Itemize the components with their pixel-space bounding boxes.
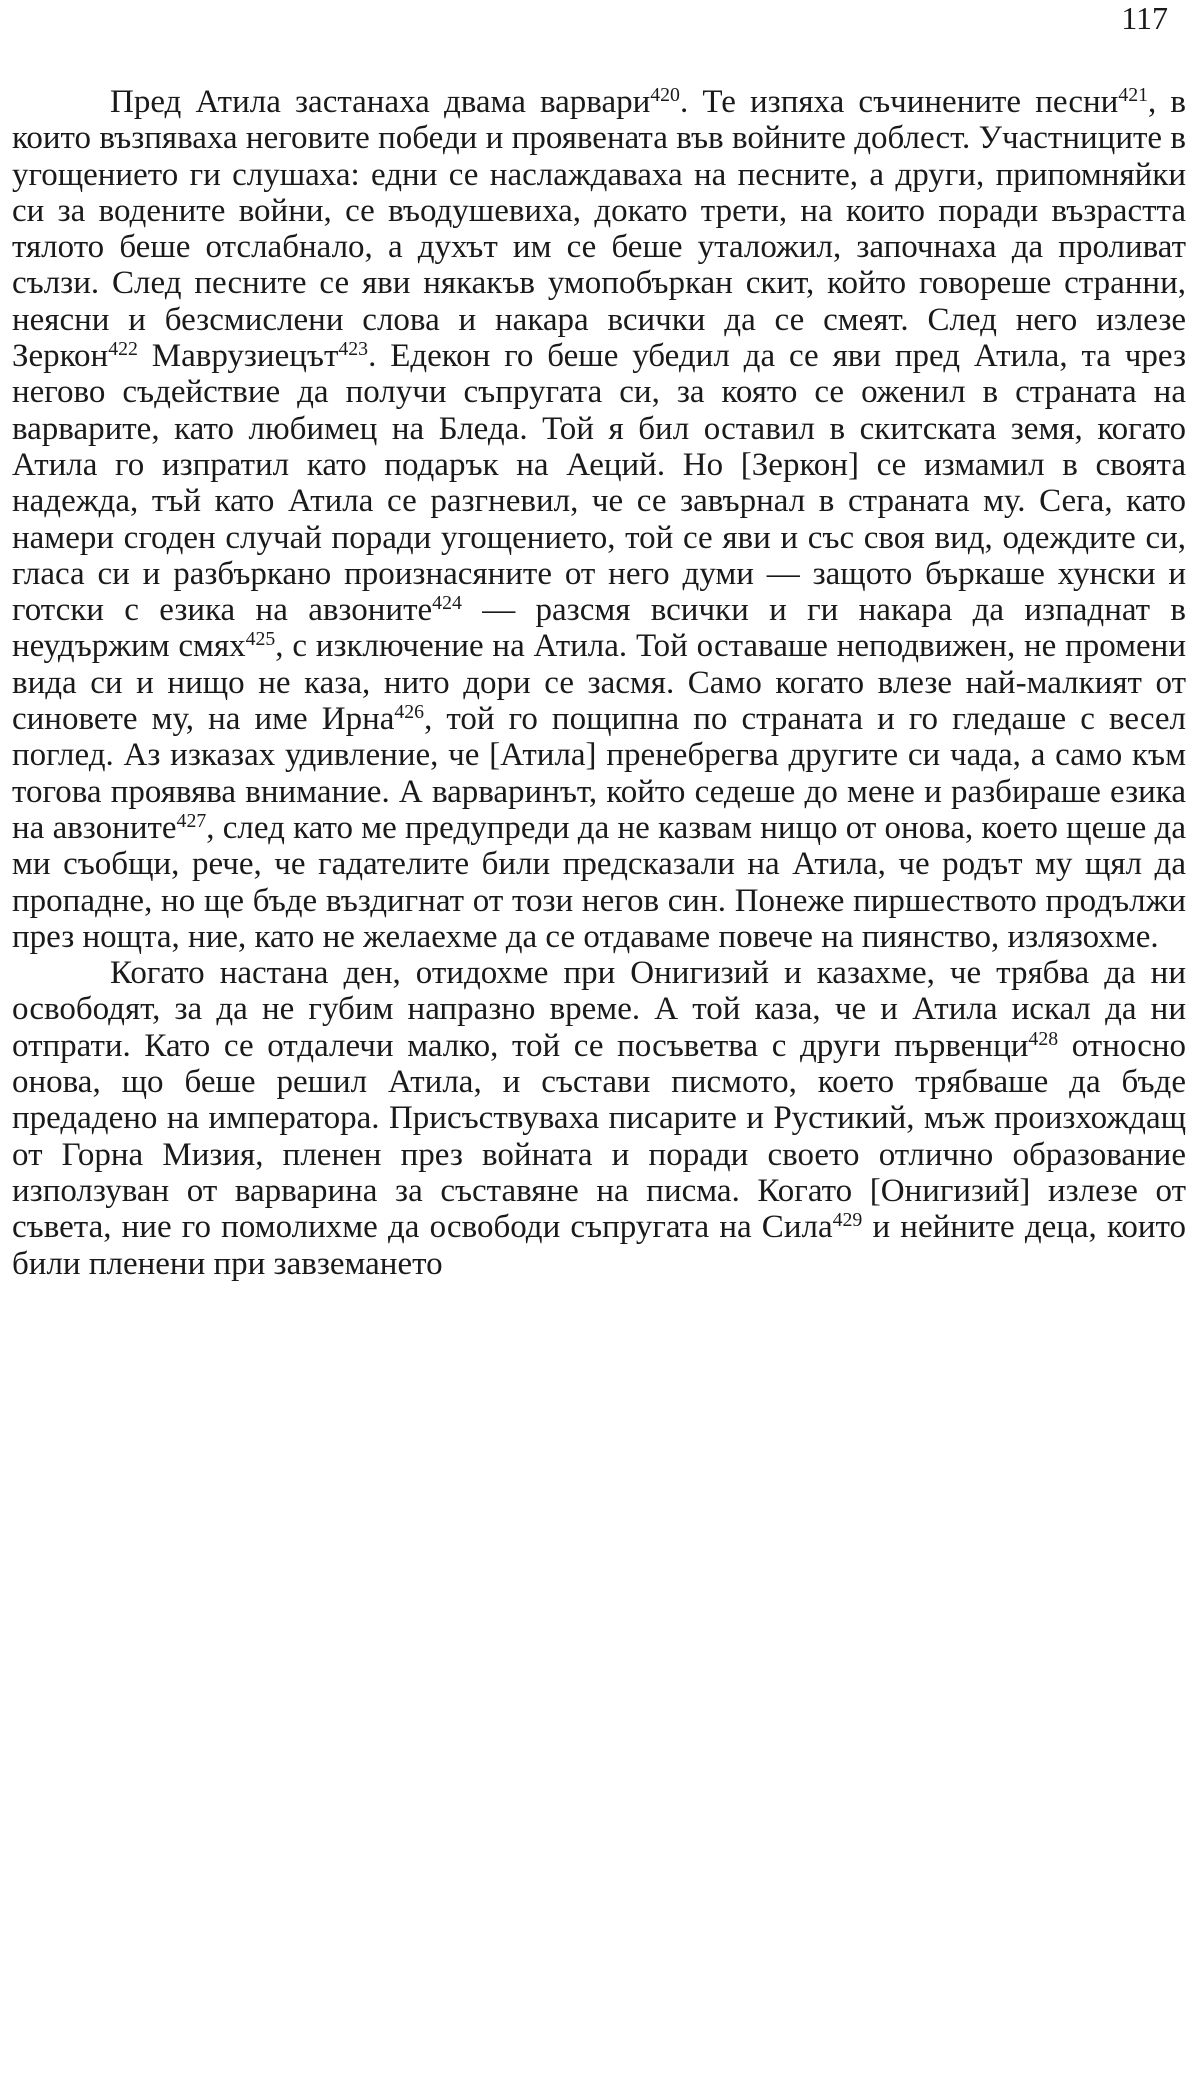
footnote-ref-425: 425: [245, 628, 276, 651]
footnote-ref-426: 426: [394, 701, 425, 724]
footnote-ref-423: 423: [338, 338, 369, 361]
main-text: [12, 84, 1186, 1282]
text-run: Маврузиецът: [137, 338, 339, 375]
text-run: , с изключение на Атила. Той оставаше неподвижен, не промени вида си и нищо не каза, нито дори се засмя. Само когато влезе най-малкият от синовете му, на име Ирна: [12, 628, 1186, 738]
footnote-ref-422: 422: [108, 338, 138, 361]
text-run: — разсмя всички и ги накара да изпаднат в неудържим смях: [12, 592, 1186, 665]
text-run: , в които възпяваха неговите победи и проявената във войните доблест. Участниците в угощението ги слушаха: едни се наслаждаваха на песните, а други, припомняйки си за водените войни, се въодушевиха, докато трети, на които поради възрастта тялото беше отслабнало, а духът им се беше уталожил, започнаха да проливат сълзи. След песните се яви някакъв умопобъркан скит, който говореше странни, неясни и безсмислени слова и накара всички да се смеят. След него излезе Зеркон: [12, 84, 1186, 375]
text-run: и нейните деца, които били пленени при завземането: [12, 1209, 1186, 1282]
text-run: относно онова, що беше решил Атила, и състави писмото, което трябваше да бъде предадено на императора. Присъствуваха писарите и Рустикий, мъж произхождащ от Горна Мизия, пленен през войната и поради своето отлично образование използуван от варварина за съставяне на писма. Когато [Онигизий] излезе от съвета, ние го помолихме да освободи съпругата на Сила: [12, 1027, 1187, 1246]
paragraph-2: [12, 955, 1186, 1282]
page-number: 117: [1121, 0, 1168, 36]
footnote-ref-429: 429: [832, 1209, 863, 1232]
text-run: . Те изпяха съчинените песни: [679, 84, 1119, 120]
footnote-ref-427: 427: [176, 810, 207, 833]
footnote-ref-420: 420: [650, 84, 680, 107]
text-run: Когато настана ден, отидохме при Онигизий и казахме, че трябва да ни освободят, за да не губим напразно време. А той каза, че и Атила искал да ни отпрати. Като се отдалечи малко, той се посъветва с други първенци: [12, 955, 1186, 1064]
footnote-ref-424: 424: [432, 592, 462, 615]
text-run: , след като ме предупреди да не казвам нищо от онова, което щеше да ми съобщи, рече, че гадателите били предсказали на Атила, че родът му щял да пропадне, но ще бъде въздигнат от този негов син. Понеже пиршеството продължи през нощта, ние, като не желаехме да се отдаваме повече на пиянство, излязохме.: [12, 809, 1186, 955]
paragraph-1: [12, 84, 1186, 955]
footnote-ref-428: 428: [1028, 1027, 1059, 1050]
text-run: Пред Атила застанаха двама варвари: [110, 84, 651, 120]
text-run: . Едекон го беше убедил да се яви пред Атила, та чрез негово съдействие да получи съпругата си, за която се оженил в страната на варварите, като любимец на Бледа. Той я бил оставил в скитската земя, когато Атила го изпратил като подарък на Аеций. Но [Зеркон] се измамил в своята надежда, тъй като Атила се разгневил, че се завърнал в страната му. Сега, като намери сгоден случай поради угощението, той се яви и със своя вид, одеждите си, гласа си и разбъркано произнасяните от него думи — защото бъркаше хунски и готски с езика на авзоните: [12, 338, 1186, 629]
text-run: , той го пощипна по страната и го гледаше с весел поглед. Аз изказах удивление, че [Атила] пренебрегва другите си чада, а само към тогова проявява внимание. А варваринът, който седеше до мене и разбираше езика на авзоните: [12, 701, 1186, 846]
footnote-ref-421: 421: [1118, 84, 1148, 107]
